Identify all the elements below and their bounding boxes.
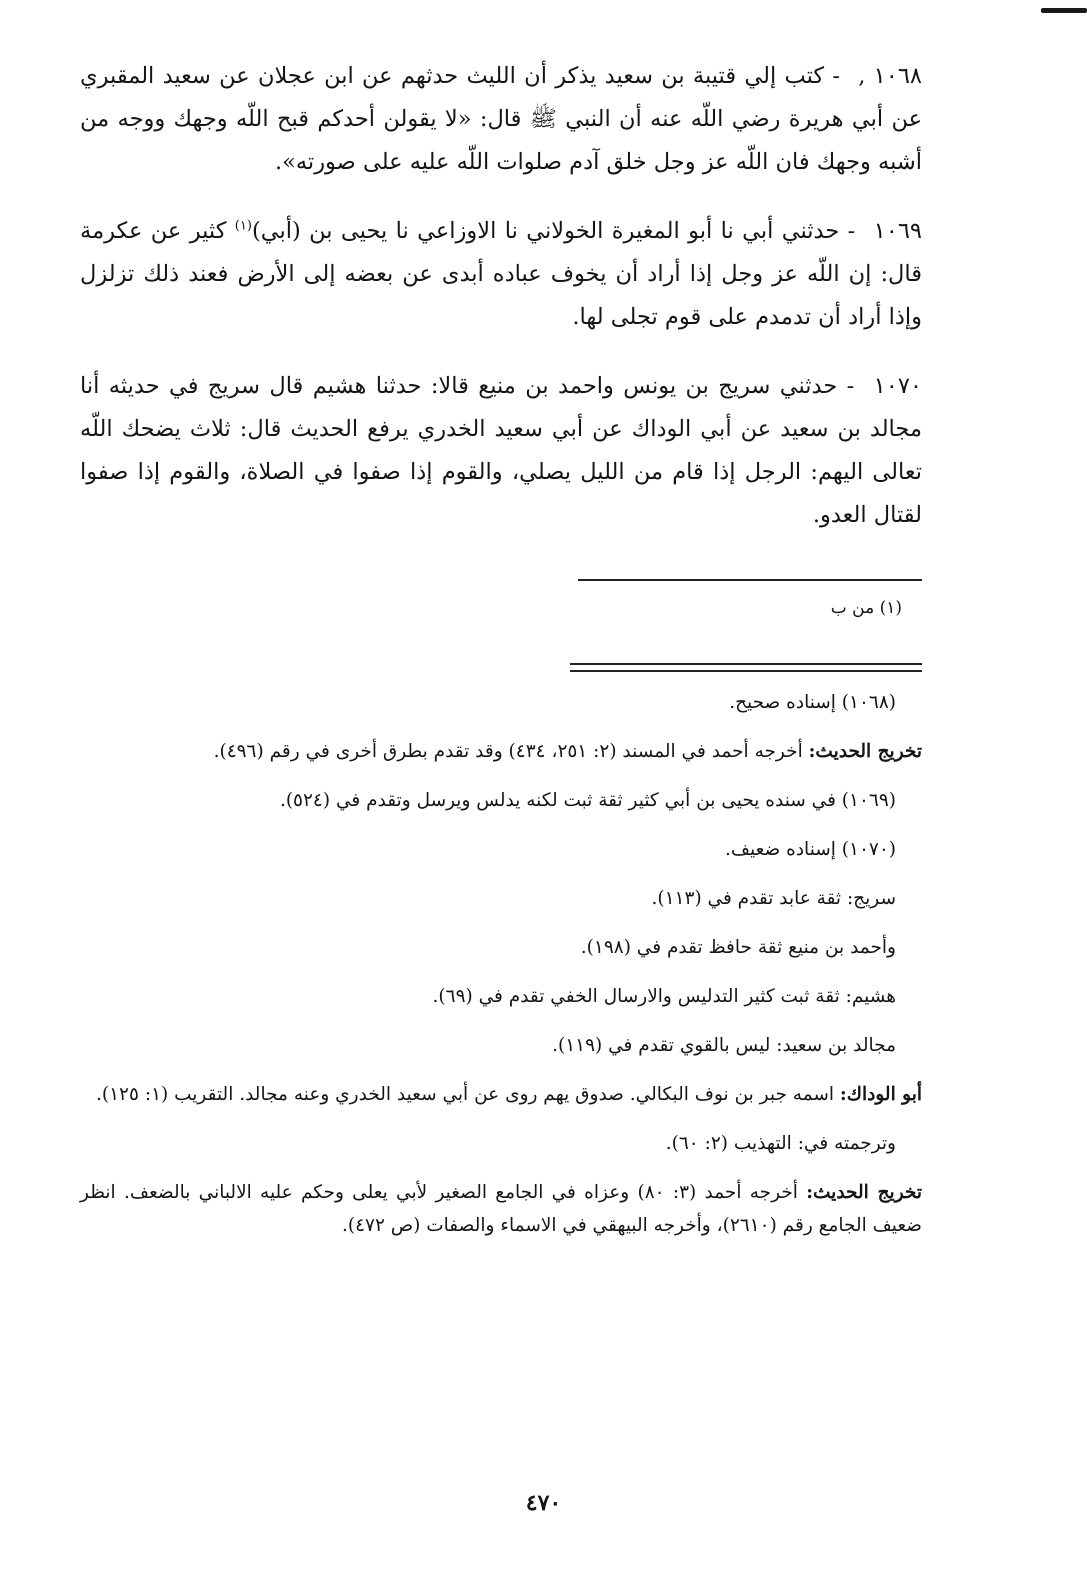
takhrij-paragraph	[80, 980, 922, 1013]
takhrij-text: أخرجه أحمد في المسند (٢: ٢٥١، ٤٣٤) وقد تقدم بطرق أخرى في رقم (٤٩٦).	[213, 741, 809, 762]
footnote: (١) من ب	[830, 598, 902, 618]
takhrij-text: مجالد بن سعيد: ليس بالقوي تقدم في (١١٩).	[552, 1035, 896, 1056]
hadith-number: ١٠٦٨ ,	[858, 63, 922, 89]
takhrij-paragraph	[80, 833, 922, 866]
hadith-number: ١٠٦٩	[873, 218, 922, 244]
takhrij-text: سريج: ثقة عابد تقدم في (١١٣).	[651, 888, 896, 909]
takhrij-paragraph	[80, 1127, 922, 1160]
footnote-divider	[578, 579, 922, 581]
takhrij-paragraph	[80, 686, 922, 719]
takhrij-divider	[570, 663, 922, 672]
hadith-1070	[80, 365, 922, 537]
hadith-text: - حدثني أبي نا أبو المغيرة الخولاني نا الاوزاعي نا يحيى بن (أبي)	[251, 218, 856, 244]
takhrij-text: وأحمد بن منيع ثقة حافظ تقدم في (١٩٨).	[580, 937, 896, 958]
hadith-text: - حدثني سريج بن يونس واحمد بن منيع قالا: حدثنا هشيم قال سريج في حديثه أنا مجالد بن سعيد عن أبي الوداك عن أبي سعيد الخدري يرفع الحديث قال: ثلاث يضحك اللّه تعالى اليهم: الرجل إذا قام من الليل يصلي، والقوم إذا صفوا في الصلاة، والقوم إذا صفوا لقتال العدو.	[80, 373, 922, 528]
takhrij-label: أبو الوداك:	[839, 1084, 922, 1105]
hadith-text: - كتب إلي قتيبة بن سعيد يذكر أن الليث حدثهم عن ابن عجلان عن سعيد المقبري عن أبي هريرة رضي اللّه عنه أن النبي ﷺ قال: «لا يقولن أحدكم قبح اللّه وجهك ووجه من أشبه وجهك فان اللّه عز وجل خلق آدم صلوات اللّه عليه على صورته».	[80, 63, 922, 175]
footnote-reference: (١)	[234, 218, 252, 234]
corner-scan-mark	[1041, 8, 1087, 13]
hadith-text-continued: كثير عن عكرمة قال: إن اللّه عز وجل إذا أراد أن يخوف عباده أبدى عن بعضه إلى الأرض فعند ذلك تزلزل وإذا أراد أن تدمدم على قوم تجلى لها.	[80, 218, 922, 330]
takhrij-paragraph	[80, 882, 922, 915]
takhrij-label: تخريج الحديث:	[806, 1182, 922, 1203]
takhrij-paragraph	[80, 1176, 922, 1242]
page-number: ٤٧٠	[525, 1490, 562, 1516]
takhrij-paragraph	[80, 931, 922, 964]
hadith-number: ١٠٧٠	[873, 373, 922, 399]
takhrij-paragraph	[80, 735, 922, 768]
takhrij-text: هشيم: ثقة ثبت كثير التدليس والارسال الخفي تقدم في (٦٩).	[432, 986, 896, 1007]
takhrij-text: وترجمته في: التهذيب (٢: ٦٠).	[665, 1133, 896, 1154]
takhrij-text: (١٠٦٨) إسناده صحيح.	[729, 692, 896, 713]
takhrij-text: (١٠٧٠) إسناده ضعيف.	[725, 839, 896, 860]
takhrij-text: اسمه جبر بن نوف البكالي. صدوق يهم روى عن أبي سعيد الخدري وعنه مجالد. التقريب (١: ١٢٥).	[96, 1084, 840, 1105]
hadith-1069	[80, 210, 922, 339]
takhrij-section	[80, 686, 922, 1242]
takhrij-paragraph	[80, 1029, 922, 1062]
takhrij-label: تخريج الحديث:	[808, 741, 922, 762]
page-body	[80, 55, 922, 1258]
takhrij-text: أخرجه أحمد (٣: ٨٠) وعزاه في الجامع الصغير لأبي يعلى وحكم عليه الالباني بالضعف. انظر ضعيف الجامع رقم (٢٦١٠)، وأخرجه البيهقي في الاسماء والصفات (ص ٤٧٢).	[80, 1182, 922, 1236]
takhrij-paragraph	[80, 784, 922, 817]
hadith-1068	[80, 55, 922, 184]
takhrij-paragraph	[80, 1078, 922, 1111]
takhrij-text: (١٠٦٩) في سنده يحيى بن أبي كثير ثقة ثبت لكنه يدلس ويرسل وتقدم في (٥٢٤).	[279, 790, 896, 811]
